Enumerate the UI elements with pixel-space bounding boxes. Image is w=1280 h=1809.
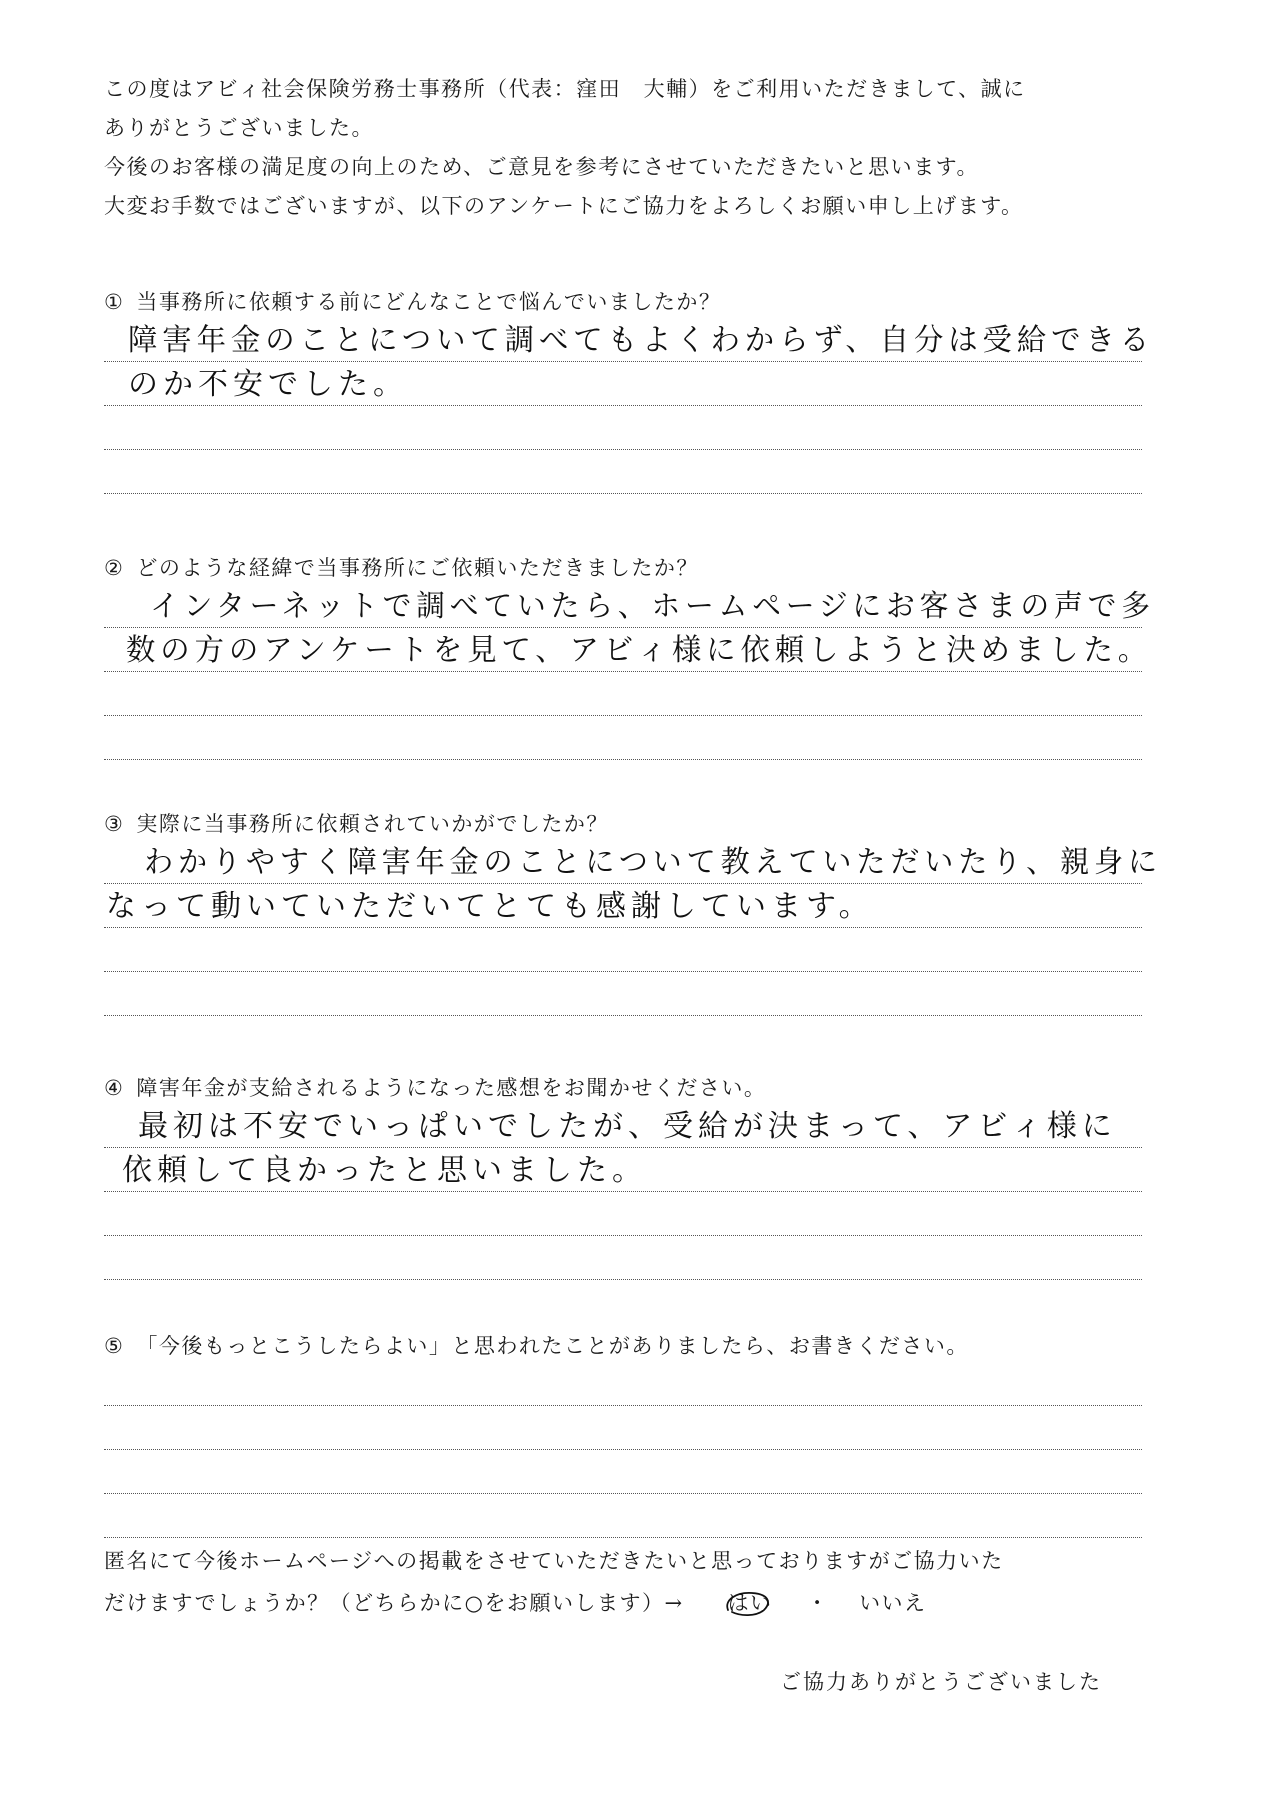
intro-line: この度はアビィ社会保険労務士事務所（代表：窪田 大輔）をご利用いただきまして、誠に: [104, 77, 1026, 101]
handwritten-answer: 障害年金のことについて調べてもよくわからず、自分は受給できる: [128, 323, 1155, 358]
question-text: 「今後もっとこうしたらよい」と思われたことがありましたら、お書きください。: [136, 1334, 969, 1358]
answer-line: [104, 1104, 1142, 1148]
answer-line: [104, 716, 1142, 760]
consent-yes-option[interactable]: [728, 1582, 773, 1624]
consent-no-label: いいえ: [859, 1591, 927, 1615]
question-text: どのような経緯で当事務所にご依頼いただきましたか？: [136, 556, 699, 580]
question-number: ③: [104, 812, 125, 836]
answer-line: [104, 928, 1142, 972]
handwritten-answer: 依頼して良かったと思いました。: [122, 1153, 647, 1188]
answer-lines: [104, 1362, 1142, 1538]
question-label: [104, 1072, 1144, 1104]
handwritten-answer: 数の方のアンケートを見て、アビィ様に依頼しようと決めました。: [126, 633, 1153, 668]
question-label: [104, 286, 1144, 318]
handwritten-answer: インターネットで調べていたら、ホームページにお客さまの声で多: [150, 589, 1155, 624]
consent-question: 匿名にて今後ホームページへの掲載をさせていただきたいと思っておりますがご協力いた: [104, 1549, 1004, 1573]
question-5: [104, 1330, 1144, 1538]
question-label: [104, 808, 1144, 840]
question-2: [104, 552, 1155, 760]
handwritten-answer: なって動いていただいてとても感謝しています。: [106, 889, 874, 924]
answer-line: [104, 362, 1142, 406]
answer-line: [104, 972, 1142, 1016]
handwritten-answer: 最初は不安でいっぱいでしたが、受給が決まって、アビィ様に: [138, 1109, 1117, 1144]
answer-line: [104, 1494, 1142, 1538]
answer-line: [104, 318, 1155, 362]
question-label: [104, 1330, 1144, 1362]
closing-text: ご協力ありがとうございました: [780, 1670, 1102, 1694]
answer-line: [104, 406, 1142, 450]
answer-line: [104, 1450, 1142, 1494]
question-text: 実際に当事務所に依頼されていかがでしたか？: [136, 812, 609, 836]
consent-yes-label: はい: [727, 1591, 773, 1615]
question-text: 当事務所に依頼する前にどんなことで悩んでいましたか？: [136, 290, 722, 314]
answer-line: [104, 840, 1162, 884]
question-number: ②: [104, 556, 125, 580]
consent-no-option[interactable]: [859, 1582, 927, 1624]
answer-line: [104, 1148, 1142, 1192]
consent-section: [104, 1540, 1194, 1624]
answer-line: [104, 450, 1142, 494]
answer-line: [104, 1406, 1142, 1450]
answer-line: [104, 884, 1142, 928]
handwritten-answer: のか不安でした。: [128, 367, 408, 402]
answer-lines: [104, 584, 1155, 760]
question-label: [104, 552, 1144, 584]
answer-lines: [104, 1104, 1142, 1280]
intro-text: [104, 70, 1194, 226]
question-number: ①: [104, 290, 125, 314]
answer-line: [104, 1362, 1142, 1406]
answer-line: [104, 1236, 1142, 1280]
answer-line: [104, 584, 1155, 628]
intro-line: 大変お手数ではございますが、以下のアンケートにご協力をよろしくお願い申し上げます。: [104, 194, 1024, 218]
consent-question: [104, 1582, 1194, 1624]
answer-line: [104, 1192, 1142, 1236]
question-number: ⑤: [104, 1334, 125, 1358]
question-4: [104, 1072, 1144, 1280]
handwritten-answer: わかりやすく障害年金のことについて教えていただいたり、親身に: [144, 845, 1162, 880]
answer-lines: [104, 840, 1162, 1016]
question-3: [104, 808, 1162, 1016]
consent-instruction: だけますでしょうか？（どちらかに○をお願いします）→: [104, 1591, 684, 1615]
question-1: [104, 286, 1155, 494]
answer-lines: [104, 318, 1155, 494]
question-text: 障害年金が支給されるようになった感想をお聞かせください。: [136, 1076, 767, 1100]
answer-line: [104, 672, 1142, 716]
answer-line: [104, 628, 1153, 672]
intro-line: 今後のお客様の満足度の向上のため、ご意見を参考にさせていただきたいと思います。: [104, 155, 979, 179]
question-number: ④: [104, 1076, 125, 1100]
option-separator: ・: [806, 1591, 830, 1615]
intro-line: ありがとうございました。: [104, 116, 374, 140]
